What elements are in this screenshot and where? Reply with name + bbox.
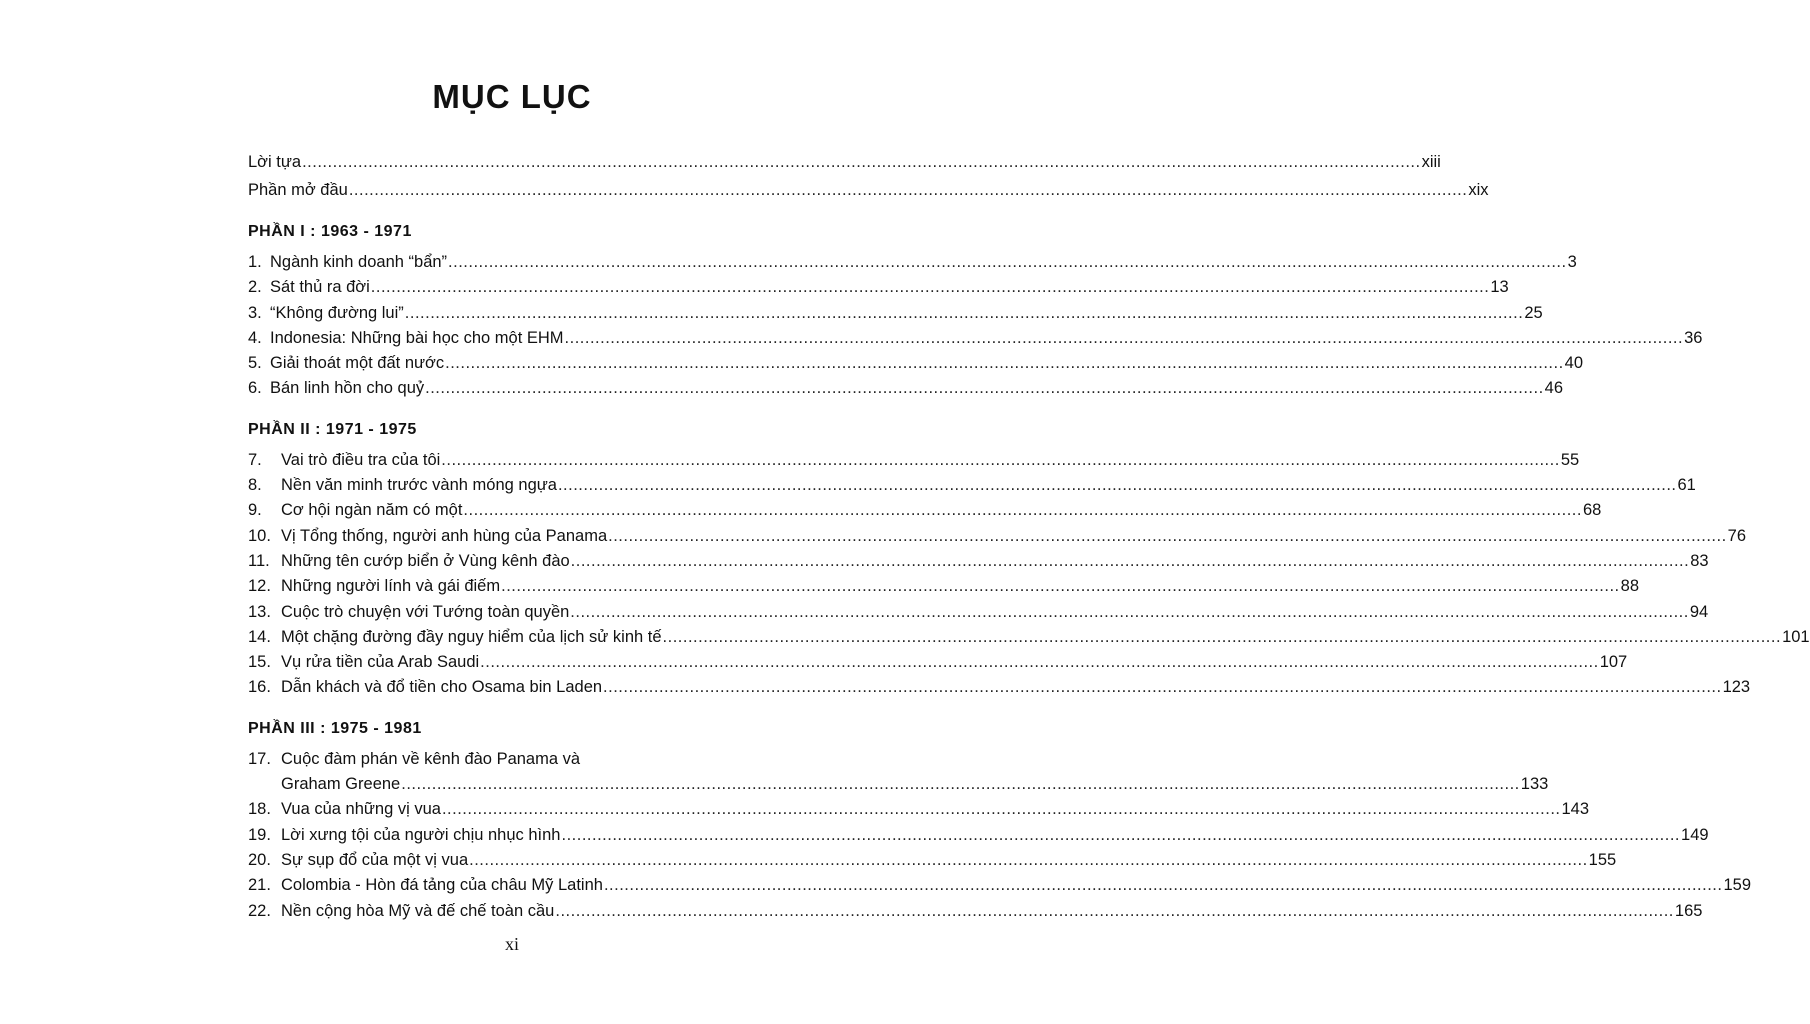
chapter-page: 159 — [1723, 876, 1751, 895]
chapter-page: 68 — [1582, 501, 1602, 520]
chapter-entry — [248, 747, 776, 772]
dot-leader: ............................................................................................................................................................................................................................ — [448, 253, 1567, 271]
chapter-number: 11. — [248, 551, 270, 570]
chapter-title: Cuộc đàm phán về kênh đào Panama và — [281, 749, 581, 768]
chapter-number: 3. — [248, 303, 262, 322]
chapter-number: 8. — [248, 476, 262, 495]
dot-leader: ............................................................................................................................................................................................................................ — [463, 501, 1582, 520]
entry-title: Phần mở đầu — [248, 181, 348, 199]
dot-leader: ............................................................................................................................................................................................................................ — [555, 901, 1674, 920]
chapter-entry — [248, 351, 1584, 376]
chapter-title: Nền văn minh trước vành móng ngựa — [281, 476, 557, 495]
chapter-title: Lời xưng tội của người chịu nhục hình — [281, 825, 561, 844]
chapter-entry — [248, 524, 1747, 549]
chapter-page: 36 — [1684, 328, 1703, 347]
chapter-title: Cơ hội ngàn năm có một — [281, 501, 463, 520]
dot-leader: ............................................................................................................................................................................................................................ — [469, 850, 1588, 869]
chapter-entry — [248, 899, 1703, 924]
front-matter-entry — [248, 176, 1489, 204]
dot-leader: ............................................................................................................................................................................................................................ — [603, 678, 1722, 697]
entry-title: Lời tựa — [248, 153, 302, 171]
dot-leader: ............................................................................................................................................................................................................................ — [557, 476, 1677, 495]
chapter-title: Indonesia: Những bài học cho một EHM — [270, 328, 564, 347]
dot-leader: ............................................................................................................................................................................................................................ — [302, 153, 1421, 171]
chapter-entry — [248, 650, 1628, 675]
chapter-page: 101 — [1782, 627, 1810, 646]
chapter-entry-continued — [248, 772, 1549, 797]
dot-leader: ............................................................................................................................................................................................................................ — [603, 876, 1723, 895]
chapter-entry — [248, 823, 1709, 848]
part-heading: PHẦN I : 1963 - 1971 — [248, 223, 412, 240]
chapter-number: 1. — [248, 253, 262, 271]
dot-leader: ............................................................................................................................................................................................................................ — [501, 577, 1620, 596]
chapter-page: 88 — [1620, 577, 1639, 596]
chapter-entry — [248, 848, 1617, 873]
chapter-page: 55 — [1560, 450, 1580, 469]
chapter-title: Sát thủ ra đời — [270, 278, 370, 297]
chapter-entry — [248, 448, 1580, 473]
page-title: MỤC LỤC — [432, 78, 592, 115]
chapter-title-continued: Graham Greene — [281, 775, 401, 794]
chapter-entry — [248, 250, 1577, 275]
chapter-number: 14. — [248, 627, 271, 646]
chapter-entry — [248, 574, 1639, 599]
chapter-page: 143 — [1561, 800, 1590, 819]
chapter-number: 19. — [248, 825, 271, 844]
chapter-title: Vua của những vị vua — [281, 800, 441, 819]
chapter-number: 12. — [248, 577, 271, 596]
chapter-entry — [248, 473, 1696, 498]
chapter-entry — [248, 376, 1564, 401]
chapter-entry — [248, 326, 1703, 351]
entry-page: xiii — [1421, 153, 1441, 171]
table-of-contents — [248, 148, 1810, 924]
chapter-page: 76 — [1727, 526, 1747, 545]
chapter-page: 13 — [1490, 278, 1509, 297]
chapter-title: Sự sụp đổ của một vị vua — [281, 850, 469, 869]
part-heading: PHẦN III : 1975 - 1981 — [248, 719, 422, 737]
chapter-title: Những người lính và gái điếm — [281, 577, 501, 596]
dot-leader: ............................................................................................................................................................................................................................ — [441, 450, 1560, 469]
chapter-number: 9. — [248, 501, 262, 520]
chapter-title: Bán linh hồn cho quỷ — [270, 379, 425, 398]
chapter-title: Vị Tổng thống, người anh hùng của Panama — [281, 526, 608, 545]
chapter-number: 6. — [248, 379, 262, 398]
chapter-title: “Không đường lui” — [270, 303, 404, 322]
dot-leader: ............................................................................................................................................................................................................................ — [348, 181, 1468, 199]
dot-leader: ............................................................................................................................................................................................................................ — [570, 551, 1690, 570]
chapter-number: 7. — [248, 450, 262, 469]
chapter-number: 20. — [248, 850, 271, 869]
chapter-title: Những tên cướp biển ở Vùng kênh đào — [281, 551, 570, 570]
chapter-page: 133 — [1520, 775, 1549, 794]
chapter-page: 46 — [1544, 379, 1564, 398]
dot-leader: ............................................................................................................................................................................................................................ — [404, 303, 1524, 322]
dot-leader: ............................................................................................................................................................................................................................ — [564, 328, 1684, 347]
chapter-title: Vai trò điều tra của tôi — [281, 450, 441, 469]
chapter-title: Cuộc trò chuyện với Tướng toàn quyền — [281, 602, 570, 621]
chapter-number: 16. — [248, 678, 271, 697]
chapter-number: 17. — [248, 749, 271, 768]
chapter-number: 15. — [248, 653, 271, 672]
dot-leader: ............................................................................................................................................................................................................................ — [370, 278, 1490, 297]
chapter-title: Nền cộng hòa Mỹ và đế chế toàn cầu — [281, 901, 555, 920]
chapter-page: 123 — [1722, 678, 1751, 697]
chapter-page: 165 — [1674, 901, 1703, 920]
dot-leader: ............................................................................................................................................................................................................................ — [401, 775, 1520, 794]
chapter-entry — [248, 549, 1709, 574]
dot-leader: ............................................................................................................................................................................................................................ — [662, 627, 1782, 646]
chapter-entry — [248, 797, 1590, 822]
chapter-number: 21. — [248, 876, 271, 895]
chapter-page: 25 — [1524, 303, 1543, 322]
dot-leader: ............................................................................................................................................................................................................................ — [425, 379, 1544, 398]
chapter-page: 40 — [1564, 354, 1584, 373]
dot-leader: ............................................................................................................................................................................................................................ — [480, 653, 1599, 672]
chapter-title: Colombia - Hòn đá tảng của châu Mỹ Latinh — [281, 876, 603, 895]
chapter-page: 83 — [1690, 551, 1709, 570]
dot-leader: ............................................................................................................................................................................................................................ — [441, 800, 1561, 819]
chapter-title: Giải thoát một đất nước — [270, 354, 445, 373]
part-heading: PHẦN II : 1971 - 1975 — [248, 420, 417, 438]
chapter-page: 3 — [1567, 253, 1577, 271]
chapter-title: Vụ rửa tiền của Arab Saudi — [281, 653, 480, 672]
dot-leader: ............................................................................................................................................................................................................................ — [561, 825, 1681, 844]
dot-leader: ............................................................................................................................................................................................................................ — [570, 602, 1689, 621]
chapter-entry — [248, 275, 1509, 300]
chapter-number: 22. — [248, 901, 271, 920]
chapter-title: Ngành kinh doanh “bẩn” — [270, 253, 448, 271]
chapter-entry — [248, 498, 1602, 523]
chapter-title: Một chặng đường đầy nguy hiểm của lịch sử kinh tế — [281, 627, 662, 646]
chapter-page: 61 — [1677, 476, 1696, 495]
chapter-number: 4. — [248, 328, 262, 347]
dot-leader: ............................................................................................................................................................................................................................ — [445, 354, 1564, 373]
chapter-entry — [248, 873, 1751, 898]
chapter-number: 13. — [248, 602, 271, 621]
chapter-number: 5. — [248, 354, 262, 373]
chapter-entry — [248, 675, 1751, 700]
chapter-entry — [248, 301, 1543, 326]
chapter-page: 107 — [1599, 653, 1628, 672]
page-number: xi — [504, 934, 519, 954]
chapter-number: 10. — [248, 526, 271, 545]
entry-page: xix — [1468, 181, 1489, 199]
front-matter-entry — [248, 148, 1441, 176]
chapter-number: 18. — [248, 800, 271, 819]
chapter-number: 2. — [248, 278, 262, 297]
chapter-page: 149 — [1681, 825, 1709, 844]
dot-leader: ............................................................................................................................................................................................................................ — [608, 526, 1727, 545]
chapter-title: Dẫn khách và đổ tiền cho Osama bin Laden — [281, 678, 603, 697]
chapter-page: 155 — [1588, 850, 1617, 869]
chapter-entry — [248, 625, 1810, 650]
chapter-page: 94 — [1689, 602, 1709, 621]
chapter-entry — [248, 600, 1709, 625]
